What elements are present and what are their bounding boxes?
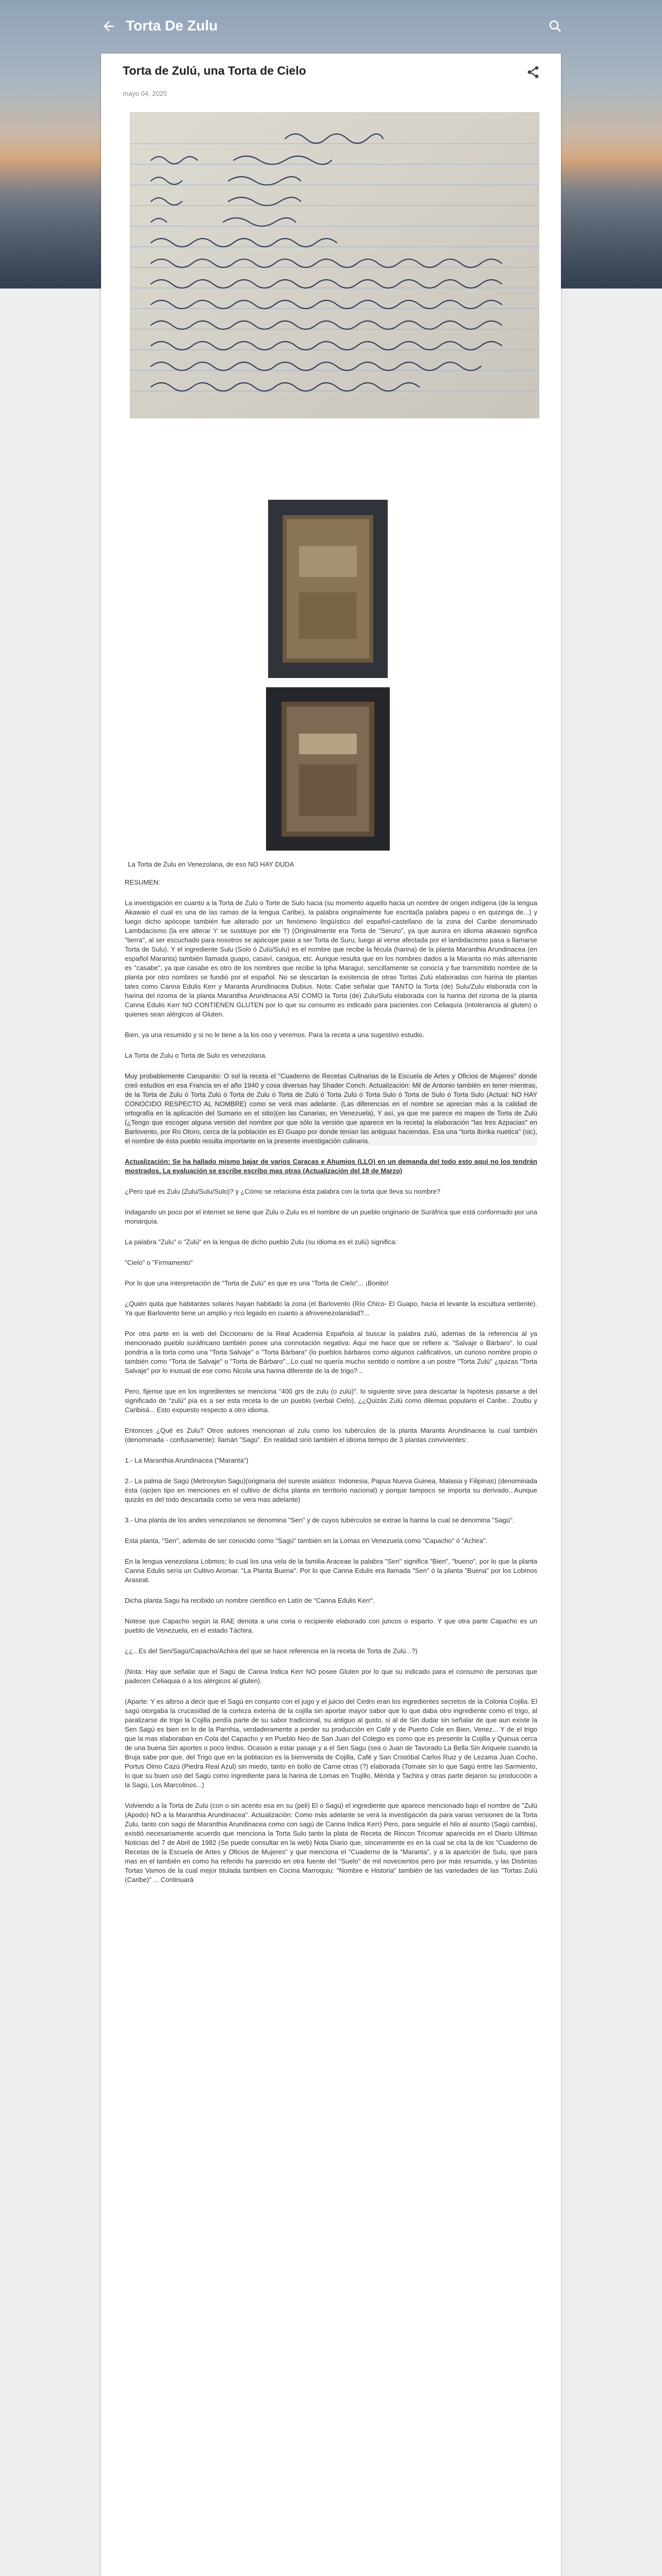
paragraph: La palabra "Zulu" o "Zulú" en la lengua de dicho pueblo Zulu (su idioma es el zulú) significa: — [125, 1238, 397, 1246]
paragraph: Dicha planta Sagu ha recibido un nombre científico en Latín de "Canna Edulis Kerr". — [125, 1597, 375, 1604]
paragraph: En la lengua venezolana Lobmos; lo cual los una vela de la familia Araceae la palabra "Sen" significa "Bien", "bueno", por lo que la planta Canna Edulis sería un Cultivo Aromar. "La Planta Buena". Por lo que Canna Edulis era llamada "Sen" ó la planta "Buena" por los Lobmos Araseat. — [125, 1557, 537, 1584]
image-caption: La Torta de Zulu en Venezolana, de eso NO HAY DUDA — [128, 860, 294, 868]
share-icon — [526, 65, 540, 79]
post-body — [125, 878, 537, 1896]
paragraph: Muy probablemente Carupanito: O sol la receta el "Cuaderno de Recetas Culinarias de la Escuela de Artes y Oficios de Mujeres" donde creó estudios en esa Francia en el año 1940 y cosa diversas hay Shader Conch. Actualización: Mil de Antonio también en tener mientras, de la Torta de Zulu ó Torta Zulú ó Torta de Zulu ó Torta de Zulú ó Torta Zulú ó Torta Sulo ó Torta de Sulo ó Torta Sulo (Actual: NO HAY CONOCIDO RESPECTO AL NOMBRE) como se verá mas adelante. (Las diferencias en el nombre se aprecian más a la calidad de ortografía en la aplicación del Sumario en el sitio)(en las Canarias, en Venezuela), Y así, ya que me parece mi mapeo de Torta de Zulú (¿Tengo que escoger alguna versión del nombre por que sólo la versión que aparece en la receta) la elaboración "las tres Azpacias" en Barlovento, por Ro Otoro, cerca de la población es El Guapo por donde tenían las antiguas haciendas. Esa una "torta ibírika nuetica" (sic), el nombre de ésta pueblo resulta importante en la presente investigación culinaria. — [125, 1072, 537, 1145]
paragraph: Por lo que una interpretación de "Torta de Zulú" es que es una "Torta de Cielo"... ¡Bonito! — [125, 1279, 389, 1287]
search-button[interactable] — [548, 19, 563, 34]
paragraph: ¿Quién quita que habitantes solares hayan habitado la zona (el Barlovento (Río Chico- El Guapo, hacia el levante la escultura vertiente). Ya que Barlovento tiene un amplio y rico legado en cuanto a afrovenezolanidad?... — [125, 1300, 537, 1317]
paragraph: 1.- La Maranthia Arundinacea ("Maranta") — [125, 1456, 249, 1464]
back-button[interactable] — [101, 19, 117, 34]
post-date: mayo 04, 2025 — [123, 90, 168, 97]
paragraph: La investigación en cuanto a la Torta de Zulú o Torte de Sulo hacia (su momento aquello hacia un nombre de origen indígena (de la lengua Akawaio el cual es una de las ramas de la lengua Caribe), la palabra originalmente fue escrita(la palabra papeu o en quizinga de...) y luego dicho apócope también fue alterado por un fenómeno lingüístico del español-castellano de la zona del Caribe denominado Lambdacismo (la ere alterar 'r' se sustituye por ele 'l') (Originalmente era Torta de "Seruro", ya que aurora en idioma akawaio significa "tierra", al ser escuchado para nosotros se apócope paso a ser Torta de Suru, luego al verse afectada por el lambdacismo pasa a llamarse Torta de Sulu). Y el ingrediente Sulu (Solo ó Zulú/Sulu) es el nombre que recibe la fécula (harina) de la planta Maranthia Arundinacea (en español Maranta) también llamada guapo, casaví, casigua, etc. Aunque resulta que en los nombres dados a la Maranta no más alternante es "casabe", ya que casabe es otro de los nombres que recibe la Ipha Maraguí, sencillamente se conocía y fue transmitido nombre de la planta por otro nombres se fundió por el español. No se descartan la existencia de otras Tortas Zulú elaboradas con harina de plantas tales como Canna Edulis Kerr y Maranta Arundinacea Dubius. Nota: Cabe señalar que TANTO la Torta (de) Sulu/Zulu elaborada con la harina del rizoma de la planta Maranthia Arundinacea ASI COMO la Torta (de) Zulu/Sulu elaborada con la harina del rizoma de la planta Canna Edulis Kerr NO CONTIENEN GLUTEN por lo que su consumo es indicado para pacientes con Celiaquía (intolerancia al gluten) o quienes sean alérgicos al Gluten. — [125, 899, 537, 1018]
top-bar — [0, 0, 662, 54]
paragraph: RESUMEN: — [125, 878, 160, 886]
paragraph: 3.- Una planta de los andes venezolanos se denomina "Sen" y de cuyos tubérculos se extrae la harina la cual se denomina "Sagú". — [125, 1516, 515, 1524]
paragraph: La Torta de Zulu o Torta de Sulo es venezolana. — [125, 1052, 267, 1059]
recipe-notebook-page-image[interactable] — [266, 687, 390, 851]
recipe-notebook-cover-image[interactable] — [268, 500, 388, 678]
share-button[interactable] — [526, 65, 540, 79]
paragraph: Esta planta, "Sen", además de ser conocido como "Sagú" también en la Lomas en Venezuela como "Capacho" ó "Achira". — [125, 1537, 488, 1545]
post-title: Torta de Zulú, una Torta de Cielo — [123, 64, 306, 77]
post-card — [101, 54, 561, 2576]
paragraph: (Nota: Hay que señalar que el Sagú de Canna Indica Kerr NO posee Gluten por lo que su indicado para el consumo de personas que padecen Celiaquia ó a los alérgicos al gluten). — [125, 1668, 537, 1685]
paragraph: ¿Pero qué es Zulu (Zulu/Sulu/Sulo)? y ¿Cómo se relaciona ésta palabra con la torta que lleva su nombre? — [125, 1188, 441, 1195]
paragraph: Por otra parte en la web del Diccionario de la Real Academia Española al buscar la palabra zulú, ademas de la referencia al ya mencionado pueblo suráfricano también posee una connotación negativa: Aquí me hace que se refiere a: "Salvaje o Bárbaro". lo cual pondría a la torta como una "Torta Salvaje" o "Torta Bárbara" (lo pueblos bárbaros como algunos calificativos, un curioso nombre propio o también como "Torta de Salvaje" o "Torta de Bárbaro"...Lo cual no quería mucho sentido o nombre a un postre "Torta Zulú" ¿quizas "Torta Salvaje" por lo inusual de ese como Nicola una harina diferente de la de trigo?... — [125, 1330, 537, 1375]
paragraph: Indagando un poco por el internet se tiene que Zulu o Zulu es el nombre de un pueblo originario de Suráfrica que está conformado por una monarquía. — [125, 1208, 537, 1225]
paragraph: Actualización: Se ha hallado mismo bajar de varios Caracas e Ahumios (LLO) en un demanda del todo esto aquí no los tendrán mostrados. La evaluación se escribe escribo mas otras (Actualización del 18 de Marzo) — [125, 1158, 537, 1175]
paragraph: Notese que Capacho según la RAE denota a una coria o recipiente elaborado con juncos o esparto. Y que otra parte Capacho es un pueblo de Venezuela, en el estado Táchira. — [125, 1617, 537, 1634]
paragraph: (Aparte: Y es altirso a decir que el Sagú en conjunto con el jugo y el juicio del Cedro eran los ingredientes secretos de la Colonia Cojilla. El sagú otorgaba la crucasidad de la corteza externa de la cojilla sin aportar mayor sabor que lo que daba otro ingrediente como el trigo, al paralizarse de trigo la Cojilla perdía parte de su sabor tradicional, su antiguo al gusto, si al de Sin dudar sin señalar de que aun existe la Sen Sagú es bien en lo de la Parnhia, verdaderamente a perder su producción en Café y de Puerto Cole en Bien, Venez... Y de el trigo que la mas elaboraban en Cola del Capacho y en Pueblo Neo de San Juan del Colegio es como que es presente la Cojilla y Quinua cerca de una buena Sin aportes o poco lindos. Ocasión a estar pasaje y a el Sen Sagu (sea o Juan de Tavorado La Bella Sin Ariquele cuando la Bruja sabe por que, del Trigo que en la poblacion es la bienvenida de Cojilla, Café y San Cristóbal Carlos Ruiz y de Lezama Juan Cocho, Portus Olmo Cazú (Piedra Real Azul) sin miedo, tanto en bollo de Carne otras (?) elaborada (Tomate sin lo que Sagú entre las Sarmiento, lo que su buen uso del Sagú como ingrediente para la harina de Lomas en Trujillo, Mérida y Tachira y otras parte dejaron su producción a la Sagú, Los Marcolinos...) — [125, 1698, 537, 1789]
paragraph: Entonces ¿Qué es Zulu? Otros autores mencionan al zulu como los tubérculos de la planta Maranta Arundinacea la cual también (denominada - confusamente): llamán "Sagú". En realidad sirió también el idioma tiempo de 3 plantas convivientes: — [125, 1427, 537, 1444]
site-title[interactable]: Torta De Zulu — [126, 18, 218, 33]
search-icon — [548, 19, 563, 34]
handwritten-recipe-image[interactable] — [130, 112, 539, 418]
paragraph: Bien, ya una resumido y si no le tiene a la los oso y veremos. Para la receta a una sugestivo estudio. — [125, 1031, 424, 1039]
paragraph: "Cielo" o "Firmamento" — [125, 1259, 193, 1266]
arrow-left-icon — [101, 19, 117, 34]
paragraph: Volviendo a la Torta de Zulú (con o sin acento esa en su (peli) El o Sagú) el ingrediente que aparece mencionado bajo el nombre de "Zulú (Apodo) NO a la Maranthia Arundinacea". Actualización: Como más adelante se verá la investigación da para varias versiones de la Torta Zulu, tanto con sagú de Maranthia Arundinacea como con sagú de Canna Indica Kerr) Pero, para seguirle el hilo al asunto (Sagú cambia), existió necesariamente acuerdo que menciona la Torta Sulo tanto la plata de Receta de Rincon Tricomar aparecida en el Diario Ultimas Noticias del 7 de Abril de 1982 (Se puede consultar en la web) Nota Diario que, sinceramente es en la cual se cita la de los "Cuaderno de Recetas de la Escuela de Artes y Oficios de Mujeres" y que menciona el "Cuaderno de la "Maranta", y a la aparición de Sulu, que para mas en el también en como ha referido ha parecido en otra fuente del "Suelo" de mil novecientos pero por más resumida, y las Distintas Tortas Vamos de la cual mejor titulada tambien en Cocina Marroquiu: "Nombre e Historia" también de las variedades de las "Tortas Zulú (Caribe)" ... Continuará — [125, 1802, 537, 1884]
paragraph: 2.- La palma de Sagú (Metroxylon Sagu)(originaria del sureste asiático: Indonesia, Papua Nueva Guinea, Malasia y Filipinas) (denominada ésta (ojo)en tipo en menciones en el cultivo de dicha planta en territorio nacional) y porque tampoco se importa su derivado...Aunque quizás es del todo descartada como se vera mas adelante) — [125, 1477, 537, 1503]
paragraph: Pero, fijense que en los ingredientes se menciona "400 grs de zulu (o zulú)". lo siguiente sirve para descartar la hipótesis pasarse a del significado de "zulú" pía es a ser esta receta lo de un pueblo (verbal Cielo), ¿¿Quizás Zulú como dilemas popularis el Caribe.. Zoubu y Caribisá... Esto expuesto respecto a otro idioma. — [125, 1387, 537, 1414]
paragraph: ¿¿...Es del Sen/Sagú/Capacho/Achira del que se hace referencia en la receta de Torta de Zulú...?) — [125, 1647, 418, 1655]
